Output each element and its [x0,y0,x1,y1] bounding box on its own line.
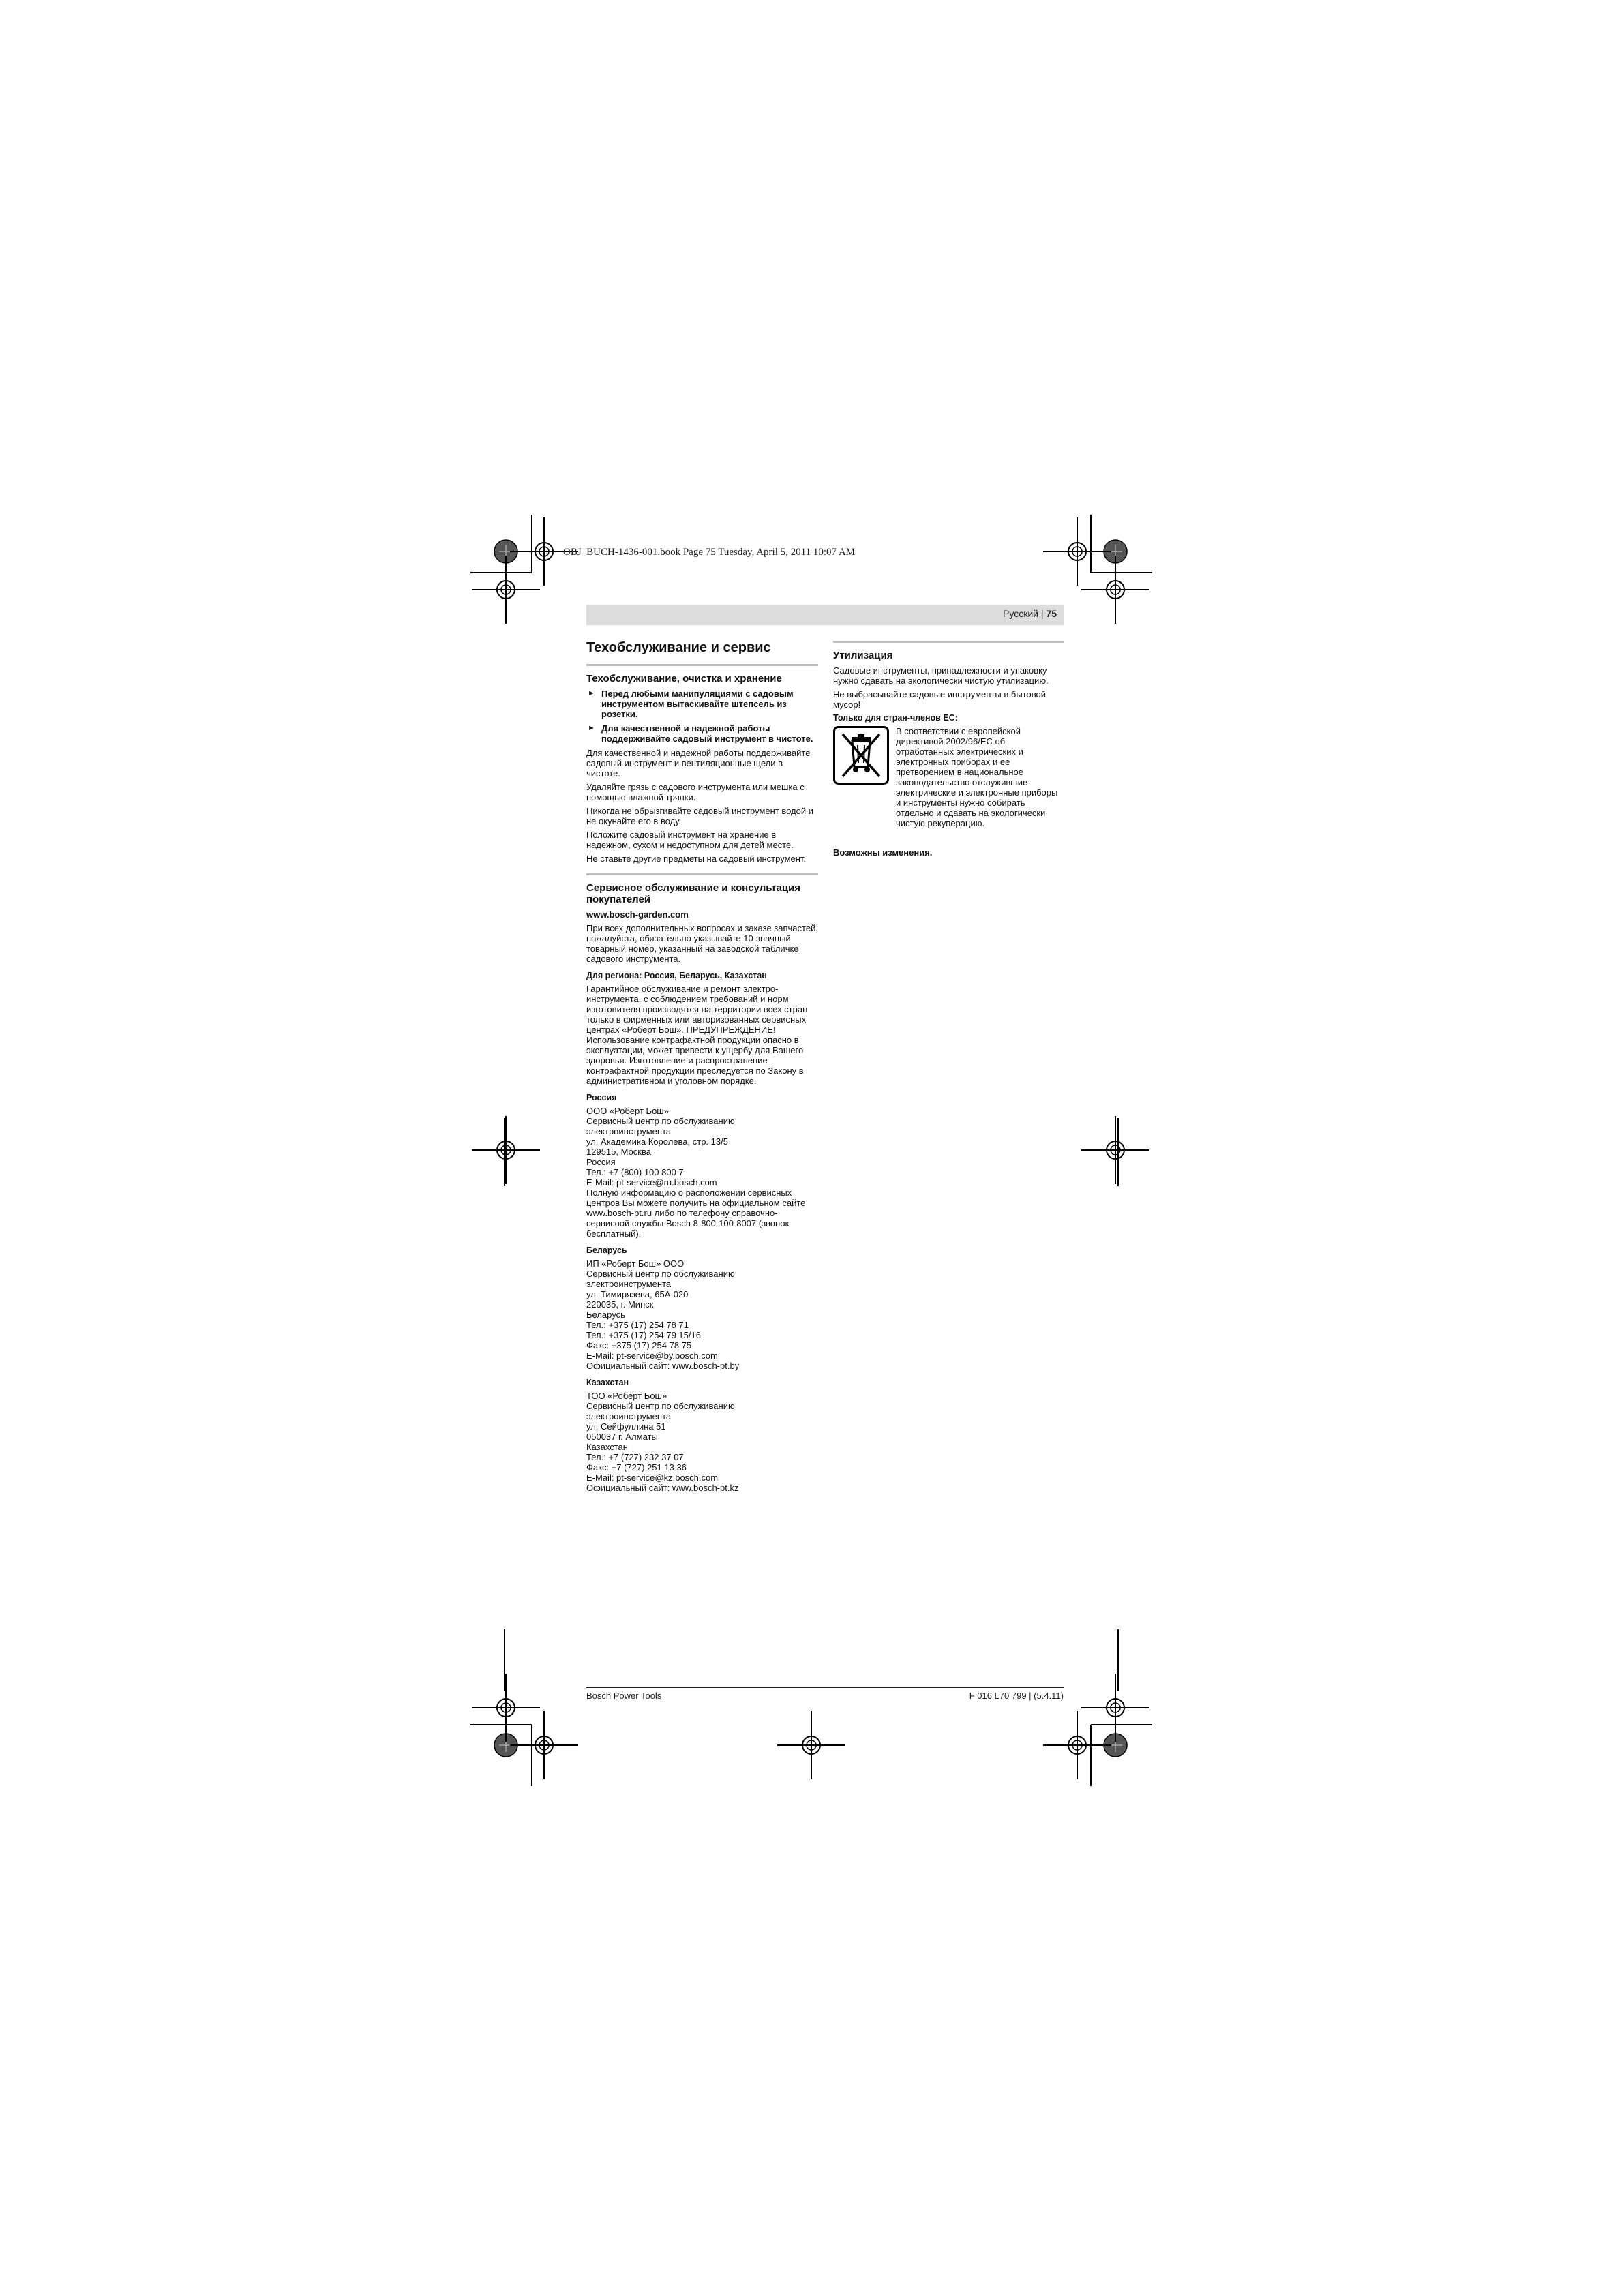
address-line: Тел.: +7 (727) 232 37 07 [586,1452,684,1462]
address-line: Россия [586,1157,616,1167]
address-line: E-Mail: pt-service@by.bosch.com [586,1350,718,1361]
paragraph: Не ставьте другие предметы на садовый инструмент. [586,854,807,864]
address-block-kazakhstan [586,1391,818,1493]
paragraph: Никогда не обрызгивайте садовый инструмент водой и не окунайте его в воду. [586,806,814,826]
address-line: Официальный сайт: www.bosch-pt.by [586,1361,740,1371]
paragraph: Для качественной и надежной работы поддерживайте садовый инструмент и вентиляционные щели в чистоте. [586,748,811,779]
paragraph: Удаляйте грязь с садового инструмента или мешка с помощью влажной тряпки. [586,782,805,802]
maintenance-bullets [586,689,818,744]
eu-heading: Только для стран-членов ЕС: [833,713,958,723]
paragraph: Положите садовый инструмент на хранение в надежном, сухом и недоступном для детей месте. [586,830,794,850]
bullet-item: ► Для качественной и надежной работы поддерживайте садовый инструмент в чистоте. [586,723,818,744]
disposal-paragraph: Садовые инструменты, принадлежности и упаковку нужно сдавать на экологически чистую утилизацию. [833,665,1049,686]
weee-notice [833,726,1064,828]
address-line: Тел.: +375 (17) 254 78 71 [586,1320,689,1330]
service-intro: При всех дополнительных вопросах и заказе запчастей, пожалуйста, обязательно указывайте 10-значный товарный номер, указанный на заводской табличке садового инструмента. [586,923,818,964]
address-line: Сервисный центр по обслуживанию [586,1116,735,1126]
disposal-paragraph: Не выбрасывайте садовые инструменты в бытовой мусор! [833,689,1046,710]
address-line: Сервисный центр по обслуживанию [586,1401,735,1411]
bullet-item: ► Перед любыми манипуляциями с садовым инструментом вытаскивайте штепсель из розетки. [586,689,818,719]
running-head [1003,608,1057,619]
address-line: электроинструмента [586,1279,672,1289]
address-line: Тел.: +375 (17) 254 79 15/16 [586,1330,701,1340]
address-line: электроинструмента [586,1411,672,1421]
address-line: Тел.: +7 (800) 100 800 7 [586,1167,684,1177]
country-heading: Россия [586,1093,617,1102]
country-heading: Беларусь [586,1245,627,1255]
left-column [586,639,818,1493]
address-line: 050037 г. Алматы [586,1432,658,1442]
address-line: ТОО «Роберт Бош» [586,1391,667,1401]
address-line: ИП «Роберт Бош» ООО [586,1258,685,1269]
footer-left: Bosch Power Tools [586,1691,662,1701]
maintenance-heading: Техобслуживание, очистка и хранение [586,664,818,684]
address-line: Сервисный центр по обслуживанию [586,1269,735,1279]
footer-rule [586,1687,1064,1688]
address-line: Полную информацию о расположении сервисных [586,1188,792,1198]
changes-note: Возможны изменения. [833,847,933,858]
address-line: www.bosch-pt.ru либо по телефону справочно- [586,1208,778,1218]
address-line: E-Mail: pt-service@kz.bosch.com [586,1472,719,1483]
address-line: E-Mail: pt-service@ru.bosch.com [586,1177,717,1188]
address-line: ул. Сейфуллина 51 [586,1421,666,1432]
pdf-book-header: OBJ_BUCH-1436-001.book Page 75 Tuesday, April 5, 2011 10:07 AM [563,547,856,558]
address-line: Официальный сайт: www.bosch-pt.kz [586,1483,739,1493]
service-website: www.bosch-garden.com [586,909,689,920]
running-head-bar [586,605,1064,625]
running-head-separator: | [1040,608,1047,619]
address-block-belarus [586,1258,818,1371]
address-line: электроинструмента [586,1126,672,1136]
region-text: Гарантийное обслуживание и ремонт электро-инструмента, с соблюдением требований и норм изготовителя производятся на территории всех стран только в фирменных или авторизованных сервисных центрах «Роберт Бош». ПРЕДУПРЕЖДЕНИЕ! Использование контрафактной продукции опасно в эксплуатации, может привести к ущербу для Вашего здоровья. Изготовление и распространение контрафактной продукции преследуется по Закону в административном и уголовном порядке. [586,984,808,1086]
address-line: Беларусь [586,1310,625,1320]
section-title: Техобслуживание и сервис [586,640,771,655]
address-block-russia [586,1106,818,1239]
address-line: 220035, г. Минск [586,1299,654,1310]
disposal-heading: Утилизация [833,641,1064,661]
address-line: бесплатный). [586,1228,642,1239]
address-line: Факс: +375 (17) 254 78 75 [586,1340,692,1350]
running-head-language: Русский [1003,608,1038,619]
region-heading: Для региона: Россия, Беларусь, Казахстан [586,971,767,980]
country-heading: Казахстан [586,1378,629,1387]
right-column [833,641,1064,861]
address-line: Факс: +7 (727) 251 13 36 [586,1462,687,1472]
address-line: ул. Тимирязева, 65А-020 [586,1289,689,1299]
address-line: ул. Академика Королева, стр. 13/5 [586,1136,728,1147]
crossed-out-wheelie-bin-icon [833,726,889,785]
address-line: Казахстан [586,1442,628,1452]
eu-directive-text: В соответствии с европейской директивой 2002/96/ЕС об отработанных электрических и электронных приборах и ее претворением в национальное законодательство отслужившие электрические и электронные приборы и инструменты нужно собирать отдельно и сдавать на экологически чистую рекуперацию. [896,726,1058,828]
footer-right: F 016 L70 799 | (5.4.11) [969,1691,1064,1701]
address-line: сервисной службы Bosch 8-800-100-8007 (звонок [586,1218,790,1228]
address-line: 129515, Москва [586,1147,651,1157]
service-heading: Сервисное обслуживание и консультация покупателей [586,873,818,905]
page-number: 75 [1046,608,1057,619]
address-line: центров Вы можете получить на официальном сайте [586,1198,806,1208]
address-line: ООО «Роберт Бош» [586,1106,669,1116]
